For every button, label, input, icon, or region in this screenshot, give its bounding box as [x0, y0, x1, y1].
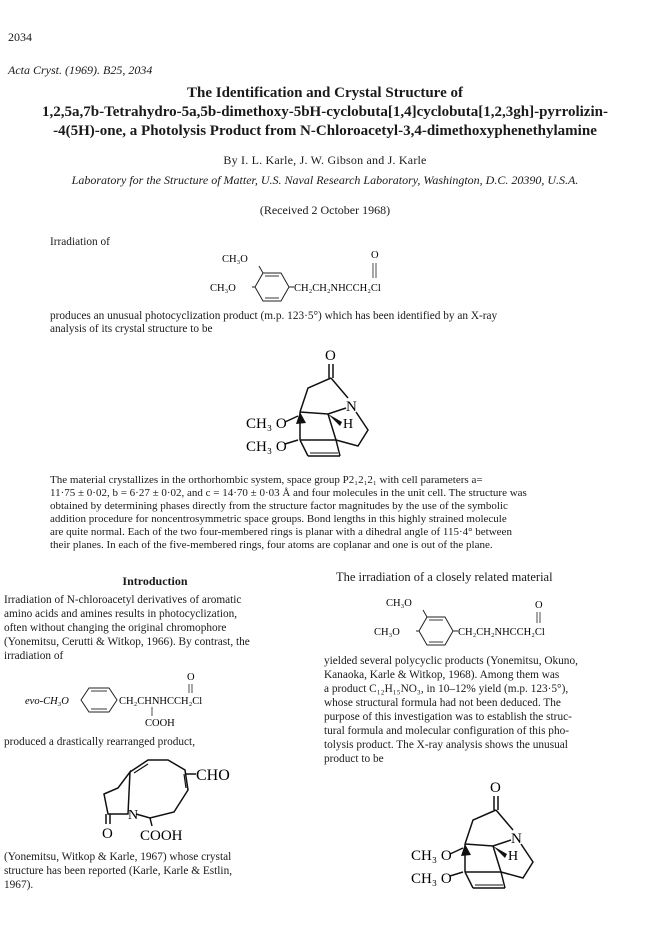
carboxyl-label: COOH — [145, 718, 175, 729]
title-line-1: The Identification and Crystal Structure of — [187, 85, 463, 101]
paper-title — [0, 84, 650, 141]
bridgehead-hydrogen-2: H — [508, 849, 519, 864]
methoxy-label-left-3: CH₃O — [374, 627, 400, 638]
rearranged-nitrogen: N — [128, 808, 139, 823]
methoxy-2-label: CH₃ O — [246, 439, 287, 455]
aldehyde-label: CHO — [196, 767, 230, 784]
intro-paragraph-3: (Yonemitsu, Witkop & Karle, 1967) whose crystal structure has been reported (Karle, Karle & Estlin, 1967). — [4, 851, 233, 891]
bridgehead-hydrogen: H — [343, 417, 354, 432]
reactant-structure-2 — [25, 668, 285, 730]
abstract-body: The material crystallizes in the orthorhombic system, space group P2₁2₁2₁ with cell parameters a= 11·75 ± 0·02, b = 6·27 ± 0·02, and c = 14·70 ± 0·03 Å and four molecules in the unit cell. The structure was obtained by determining phases directly from the structure factor magnitudes by the use of the symbolic addition procedure for noncentrosymmetric space groups. Bond lengths in this highly strained molecule are quite normal. Each of the two four-membered rings is planar with a dihedral angle of 115·4° between their planes. In each of the five-membered rings, four atoms are coplanar and one is out of the plane. — [50, 474, 527, 551]
page-number: 2034 — [8, 30, 32, 44]
right-column-paragraph: yielded several polycyclic products (Yonemitsu, Okuno, Kanaoka, Karle & Witkop, 1968). Among them was a product C₁₂H₁₅NO₃, in 10–12% yield (m.p. 123·5°), whose structural formula had not been deduced. The purpose of this investigation was to establish the struc- tural formula and molecular configuration of this pho- tolysis product. The X-ray analysis shows the unusual product to be — [324, 655, 578, 765]
ring-nitrogen-2: N — [511, 831, 522, 847]
methoxy-label-top-3: CH₃O — [386, 598, 412, 609]
right-column-intro: The irradiation of a closely related material — [336, 570, 553, 584]
methoxy-1-label-2: CH₃ O — [411, 848, 452, 864]
title-line-3: -4(5H)-one, a Photolysis Product from N-Chloroacetyl-3,4-dimethoxyphenethylamine — [53, 123, 597, 139]
ketone-oxygen: O — [325, 348, 336, 364]
carbonyl-oxygen: O — [371, 250, 379, 261]
ring-nitrogen: N — [346, 399, 357, 415]
reactant-structure-1 — [210, 248, 450, 308]
rearranged-product-structure — [90, 752, 270, 847]
product-structure-2 — [405, 772, 565, 902]
authors: By I. L. Karle, J. W. Gibson and J. Karle — [223, 153, 427, 167]
affiliation: Laboratory for the Structure of Matter, U.S. Naval Research Laboratory, Washington, D.C. 20390, U.S.A. — [71, 173, 579, 187]
methoxy-1-label: CH₃ O — [246, 416, 287, 432]
product-structure-1 — [240, 340, 400, 470]
title-line-2: 1,2,5a,7b-Tetrahydro-5a,5b-dimethoxy-5bH-cyclobuta[1,4]cyclobuta[1,2,3gh]-pyrrolizin- — [42, 104, 608, 120]
abstract-product-text: produces an unusual photocyclization product (m.p. 123·5°) which has been identified by an X-ray analysis of its crystal structure to be — [50, 310, 498, 335]
intro-paragraph-2: produced a drastically rearranged product, — [4, 736, 196, 748]
methoxy-label-left: CH₃O — [210, 283, 236, 294]
side-chain-label-2: CH₂CHNHCCH₂Cl — [119, 696, 203, 707]
intro-paragraph-1: Irradiation of N-chloroacetyl derivatives of aromatic amino acids and amines results in photocyclization, often without changing the original chromophore (Yonemitsu, Cerutti & Witkop, 1966). By contrast, the irradiation of — [4, 594, 250, 662]
journal-reference: Acta Cryst. (1969). B25, 2034 — [8, 63, 153, 77]
ketone-oxygen-2: O — [490, 780, 501, 796]
section-heading-introduction: Introduction — [122, 574, 188, 588]
methoxy-2-label-2: CH₃ O — [411, 871, 452, 887]
methoxy-label-top: CH₃O — [222, 254, 248, 265]
received-date: (Received 2 October 1968) — [259, 203, 391, 217]
evo-methoxy-label: evo-CH₃O — [25, 696, 69, 707]
carbonyl-oxygen-2: O — [187, 672, 195, 683]
reactant-structure-3 — [374, 592, 614, 652]
side-chain-label-3: CH₂CH₂NHCCH₂Cl — [458, 627, 545, 638]
side-chain-label: CH₂CH₂NHCCH₂Cl — [294, 283, 381, 294]
carboxyl-label-2: COOH — [140, 828, 183, 844]
lactam-oxygen: O — [102, 826, 113, 842]
abstract-intro: Irradiation of — [50, 236, 110, 248]
carbonyl-oxygen-3: O — [535, 600, 543, 611]
